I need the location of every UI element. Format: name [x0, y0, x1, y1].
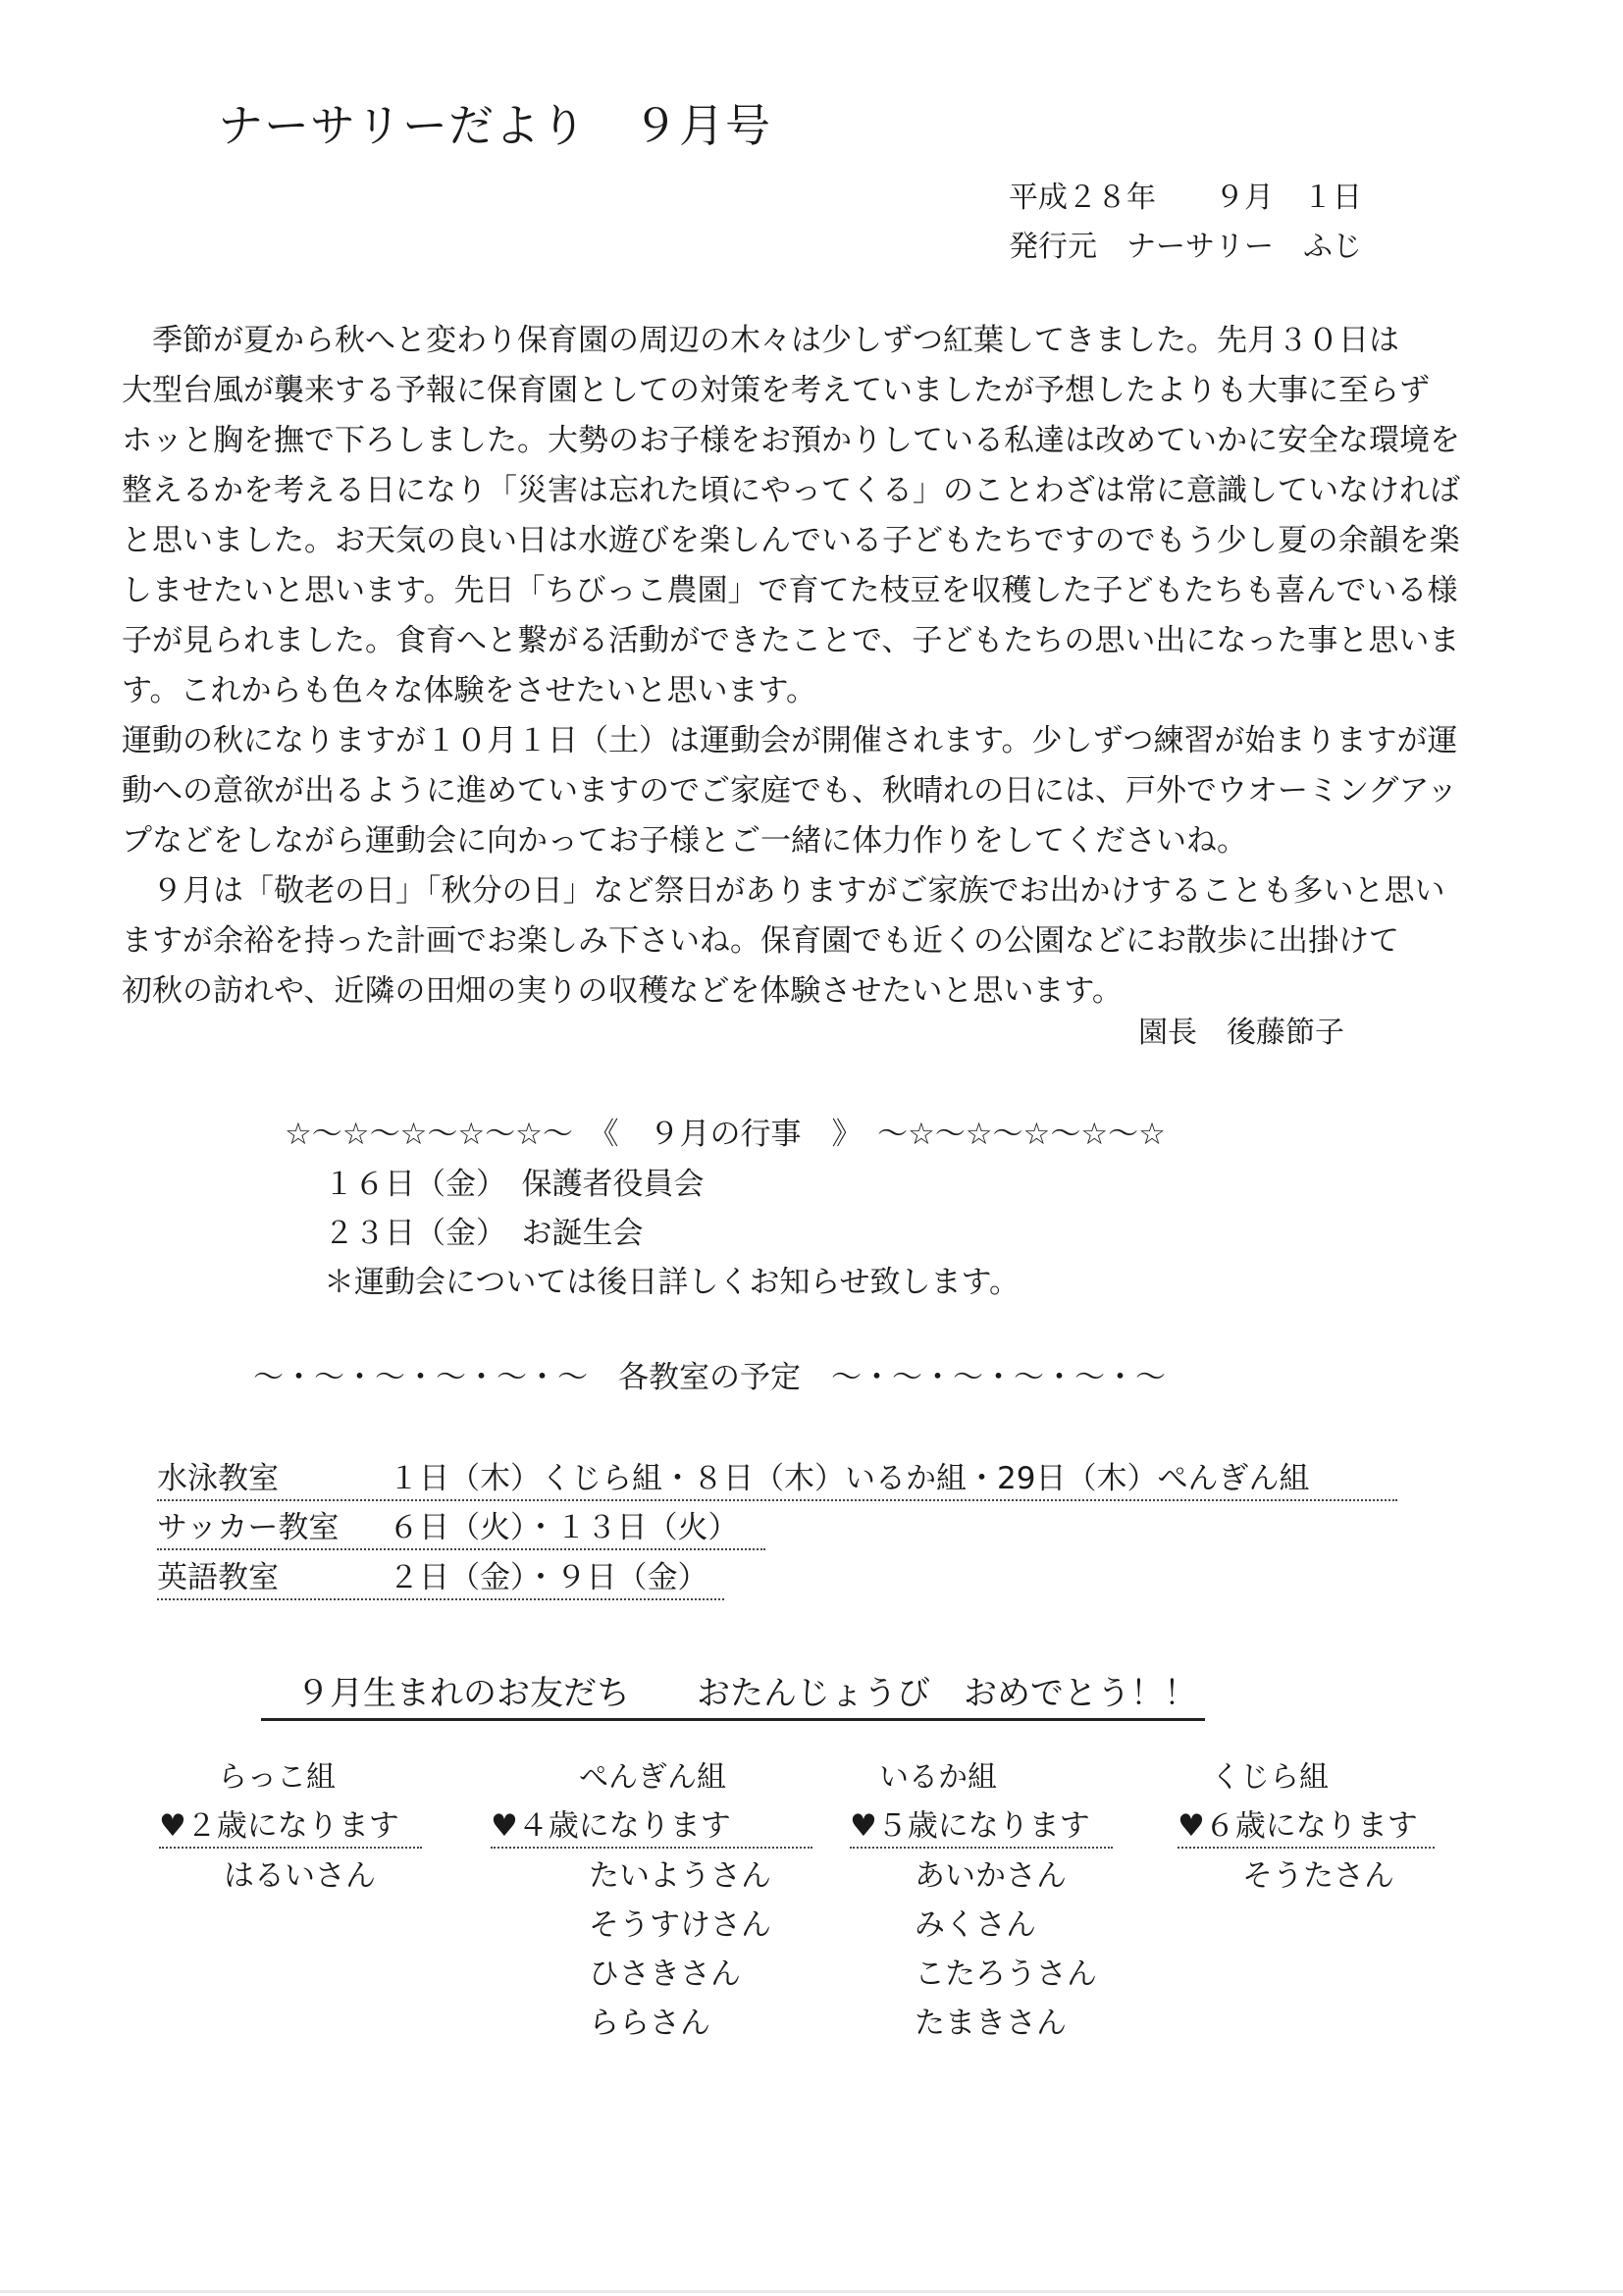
events-heading: ☆～☆～☆～☆～☆～ 《 ９月の行事 》 ～☆～☆～☆～☆～☆	[285, 1117, 1166, 1152]
age-label	[850, 1800, 1113, 1849]
heart-icon: ♥	[491, 1808, 518, 1844]
letter-line: 子が見られました。食育へと繋がる活動ができたことで、子どもたちの思い出になった事と思いま	[122, 623, 1460, 658]
letter-line: しませたいと思います。先日「ちびっこ農園」で育てた枝豆を収穫した子どもたちも喜んでいる様	[122, 573, 1458, 608]
letter-line: ますが余裕を持った計画でお楽しみ下さいね。保育園でも近くの公園などにお散歩に出掛けて	[122, 923, 1399, 959]
class-schedule: ６日（火）・１３日（火）	[389, 1510, 739, 1545]
class-schedule: １日（木）くじら組・８日（木）いるか組・29日（木）ぺんぎん組	[389, 1461, 1310, 1496]
child-name: はるいさん	[224, 1858, 376, 1894]
issue-date: 平成２８年 ９月 １日	[1009, 181, 1362, 215]
principal-signature: 園長 後藤節子	[1138, 1016, 1344, 1050]
age-label	[491, 1800, 812, 1849]
heart-icon: ♥	[850, 1808, 877, 1844]
page-edge-divider	[0, 2290, 1623, 2293]
letter-line: 動への意欲が出るように進めていますのでご家庭でも、秋晴れの日には、戸外でウオーミングアッ	[122, 773, 1458, 809]
class-row-english	[157, 1552, 724, 1600]
letter-line: ９月は「敬老の日」「秋分の日」など祭日がありますがご家族でお出かけすることも多いと思い	[122, 873, 1445, 909]
class-schedule: ２日（金）・９日（金）	[389, 1560, 708, 1595]
letter-line: 大型台風が襲来する予報に保育園としての対策を考えていましたが予想したよりも大事に至らず	[122, 373, 1430, 408]
letter-line: 初秋の訪れや、近隣の田畑の実りの収穫などを体験させたいと思います。	[122, 973, 1123, 1009]
letter-line: 季節が夏から秋へと変わり保育園の周辺の木々は少しずつ紅葉してきました。先月３０日は	[122, 323, 1399, 358]
class-name: 英語教室	[157, 1560, 279, 1595]
principal-letter	[122, 316, 1554, 1017]
age-label	[1178, 1800, 1435, 1849]
group-name-kujira: くじら組	[1211, 1760, 1329, 1795]
child-name: ららさん	[589, 2006, 710, 2041]
classes-heading: ～・～・～・～・～・～ 各教室の予定 ～・～・～・～・～・～	[253, 1360, 1166, 1395]
child-name: ひさきさん	[589, 1957, 741, 1992]
group-name-rakko: らっこ組	[218, 1760, 336, 1795]
child-name: たいようさん	[589, 1858, 771, 1894]
class-row-soccer	[157, 1502, 765, 1550]
class-name: 水泳教室	[157, 1461, 279, 1496]
publisher: 発行元 ナーサリー ふじ	[1009, 230, 1362, 264]
newsletter-title: ナーサリーだより ９月号	[218, 99, 771, 152]
letter-line: 整えるかを考える日になり「災害は忘れた頃にやってくる」のことわざは常に意識していなければ	[122, 473, 1460, 508]
child-name: こたろうさん	[915, 1957, 1097, 1992]
class-name: サッカー教室	[157, 1510, 340, 1545]
letter-line: ホッと胸を撫で下ろしました。大勢のお子様をお預かりしている私達は改めていかに安全な環境を	[122, 423, 1460, 458]
child-name: あいかさん	[915, 1858, 1067, 1894]
event-item: １６日（金） 保護者役員会	[324, 1167, 705, 1202]
birthday-heading: ９月生まれのお友だち おたんじょうび おめでとう！！	[261, 1666, 1205, 1721]
age-text: ６歳になります	[1204, 1808, 1418, 1844]
heart-icon: ♥	[1178, 1808, 1205, 1844]
group-name-iruka: いるか組	[879, 1760, 997, 1795]
child-name: そうすけさん	[589, 1907, 771, 1943]
child-name: たまきさん	[915, 2006, 1067, 2041]
letter-line: す。これからも色々な体験をさせたいと思います。	[122, 673, 817, 708]
age-text: ５歳になります	[876, 1808, 1090, 1844]
letter-line: 運動の秋になりますが１０月１日（土）は運動会が開催されます。少しずつ練習が始まりますが運	[122, 723, 1458, 758]
child-name: みくさん	[915, 1907, 1036, 1943]
event-item: ２３日（金） お誕生会	[324, 1216, 644, 1251]
class-row-swimming	[157, 1453, 1397, 1501]
letter-line: と思いました。お天気の良い日は水遊びを楽しんでいる子どもたちですのでもう少し夏の余韻を楽	[122, 523, 1460, 558]
heart-icon: ♥	[159, 1808, 186, 1844]
age-text: ４歳になります	[517, 1808, 731, 1844]
child-name: そうたさん	[1242, 1858, 1394, 1894]
event-note: ＊運動会については後日詳しくお知らせ致します。	[324, 1265, 1020, 1300]
age-label	[159, 1800, 422, 1849]
age-text: ２歳になります	[185, 1808, 399, 1844]
letter-line: プなどをしながら運動会に向かってお子様とご一緒に体力作りをしてくださいね。	[122, 823, 1247, 859]
group-name-pengin: ぺんぎん組	[579, 1760, 726, 1795]
